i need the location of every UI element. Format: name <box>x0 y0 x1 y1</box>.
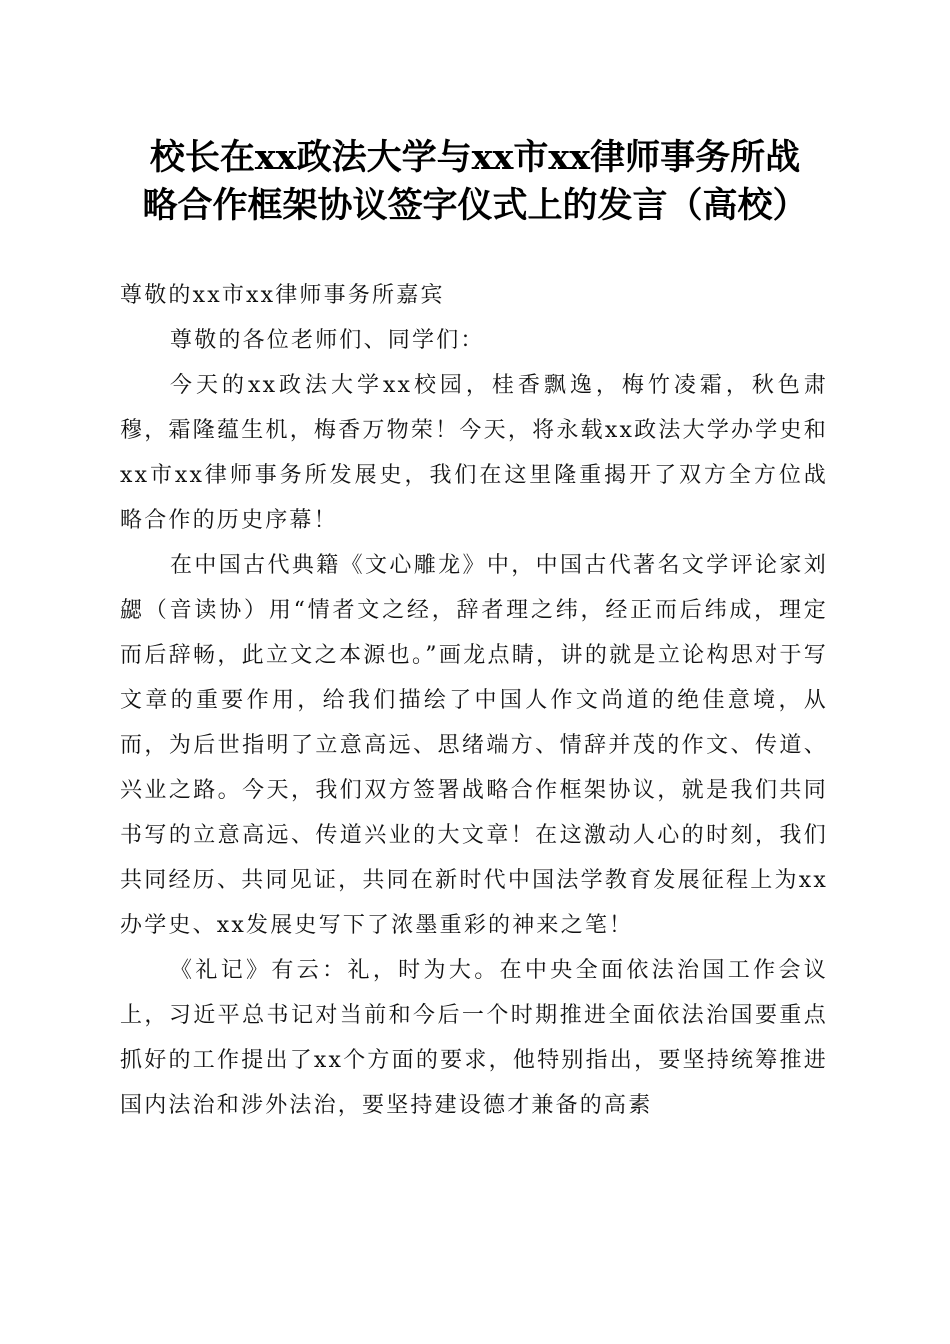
paragraph-1: 今天的xx政法大学xx校园，桂香飘逸，梅竹凌霜，秋色肃穆，霜隆蕴生机，梅香万物荣！今天，将永载xx政法大学办学史和xx市xx律师事务所发展史，我们在这里隆重揭开了双方全方位战略合作的历史序幕！ <box>120 373 828 533</box>
paragraph-3: 《礼记》有云：礼，时为大。在中央全面依法治国工作会议上，习近平总书记对当前和今后一个时期推进全面依法治国要重点抓好的工作提出了xx个方面的要求，他特别指出，要坚持统筹推进国内法治和涉外法治，要坚持建设德才兼备的高素 <box>120 958 828 1118</box>
page-title <box>118 134 832 230</box>
title-line-2: 略合作框架协议签字仪式上的发言（高校） <box>142 185 808 226</box>
paragraph-2: 在中国古代典籍《文心雕龙》中，中国古代著名文学评论家刘勰（音读协）用“情者文之经，辞者理之纬，经正而后纬成，理定而后辞畅，此立文之本源也。”画龙点睛，讲的就是立论构思对于写文章的重要作用，给我们描绘了中国人作文尚道的绝佳意境，从而，为后世指明了立意高远、思绪端方、情辞并茂的作文、传道、兴业之路。今天，我们双方签署战略合作框架协议，就是我们共同书写的立意高远、传道兴业的大文章！在这激动人心的时刻，我们共同经历、共同见证，共同在新时代中国法学教育发展征程上为xx办学史、xx发展史写下了浓墨重彩的神来之笔！ <box>120 553 828 938</box>
salutation-line: 尊敬的xx市xx律师事务所嘉宾 <box>120 283 445 308</box>
document-body <box>120 273 828 1128</box>
greeting-line: 尊敬的各位老师们、同学们： <box>170 328 485 353</box>
title-line-1: 校长在xx政法大学与xx市xx律师事务所战 <box>149 137 801 178</box>
